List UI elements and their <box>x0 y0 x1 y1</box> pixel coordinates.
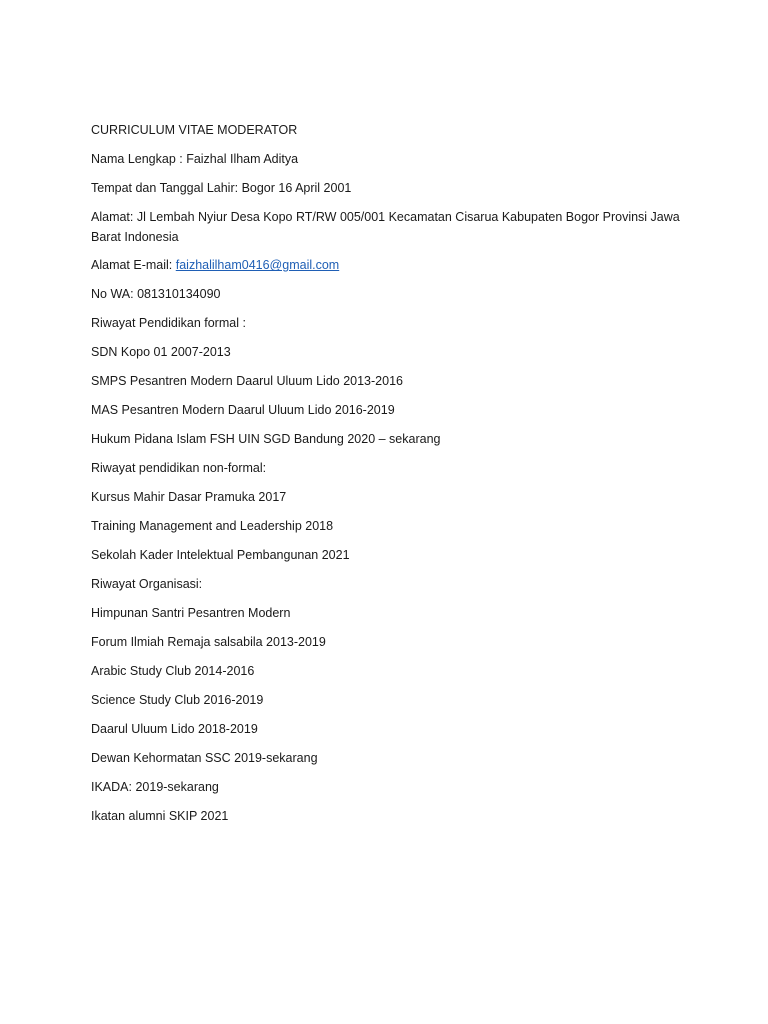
email-label: Alamat E-mail: <box>91 258 176 273</box>
list-item: SMPS Pesantren Modern Daarul Uluum Lido 2013-2016 <box>91 374 403 389</box>
list-item: Sekolah Kader Intelektual Pembangunan 2021 <box>91 548 350 563</box>
email-line <box>91 256 681 276</box>
list-item: Dewan Kehormatan SSC 2019-sekarang <box>91 751 318 766</box>
list-item: Daarul Uluum Lido 2018-2019 <box>91 722 258 737</box>
list-item: Forum Ilmiah Remaja salsabila 2013-2019 <box>91 635 326 650</box>
list-item: Ikatan alumni SKIP 2021 <box>91 809 229 824</box>
phone-line: No WA: 081310134090 <box>91 287 221 302</box>
birth-place-date-line: Tempat dan Tanggal Lahir: Bogor 16 April 2001 <box>91 181 352 195</box>
list-item: Arabic Study Club 2014-2016 <box>91 664 255 679</box>
nonformal-education-heading: Riwayat pendidikan non-formal: <box>91 461 267 476</box>
cv-content <box>91 121 681 836</box>
formal-education-heading: Riwayat Pendidikan formal : <box>91 316 246 331</box>
email-link[interactable]: faizhalilham0416@gmail.com <box>175 258 340 273</box>
list-item: IKADA: 2019-sekarang <box>91 780 219 795</box>
list-item: MAS Pesantren Modern Daarul Uluum Lido 2016-2019 <box>91 403 395 418</box>
organization-heading: Riwayat Organisasi: <box>91 577 203 592</box>
full-name-line: Nama Lengkap : Faizhal Ilham Aditya <box>91 152 299 166</box>
list-item: SDN Kopo 01 2007-2013 <box>91 345 231 360</box>
list-item: Himpunan Santri Pesantren Modern <box>91 606 291 621</box>
list-item: Training Management and Leadership 2018 <box>91 519 334 534</box>
address-line: Alamat: Jl Lembah Nyiur Desa Kopo RT/RW 005/001 Kecamatan Cisarua Kabupaten Bogor Provinsi Jawa Barat Indonesia <box>91 210 680 244</box>
list-item: Science Study Club 2016-2019 <box>91 693 264 708</box>
list-item: Hukum Pidana Islam FSH UIN SGD Bandung 2020 – sekarang <box>91 432 441 447</box>
list-item: Kursus Mahir Dasar Pramuka 2017 <box>91 490 287 505</box>
document-title: CURRICULUM VITAE MODERATOR <box>91 123 298 137</box>
